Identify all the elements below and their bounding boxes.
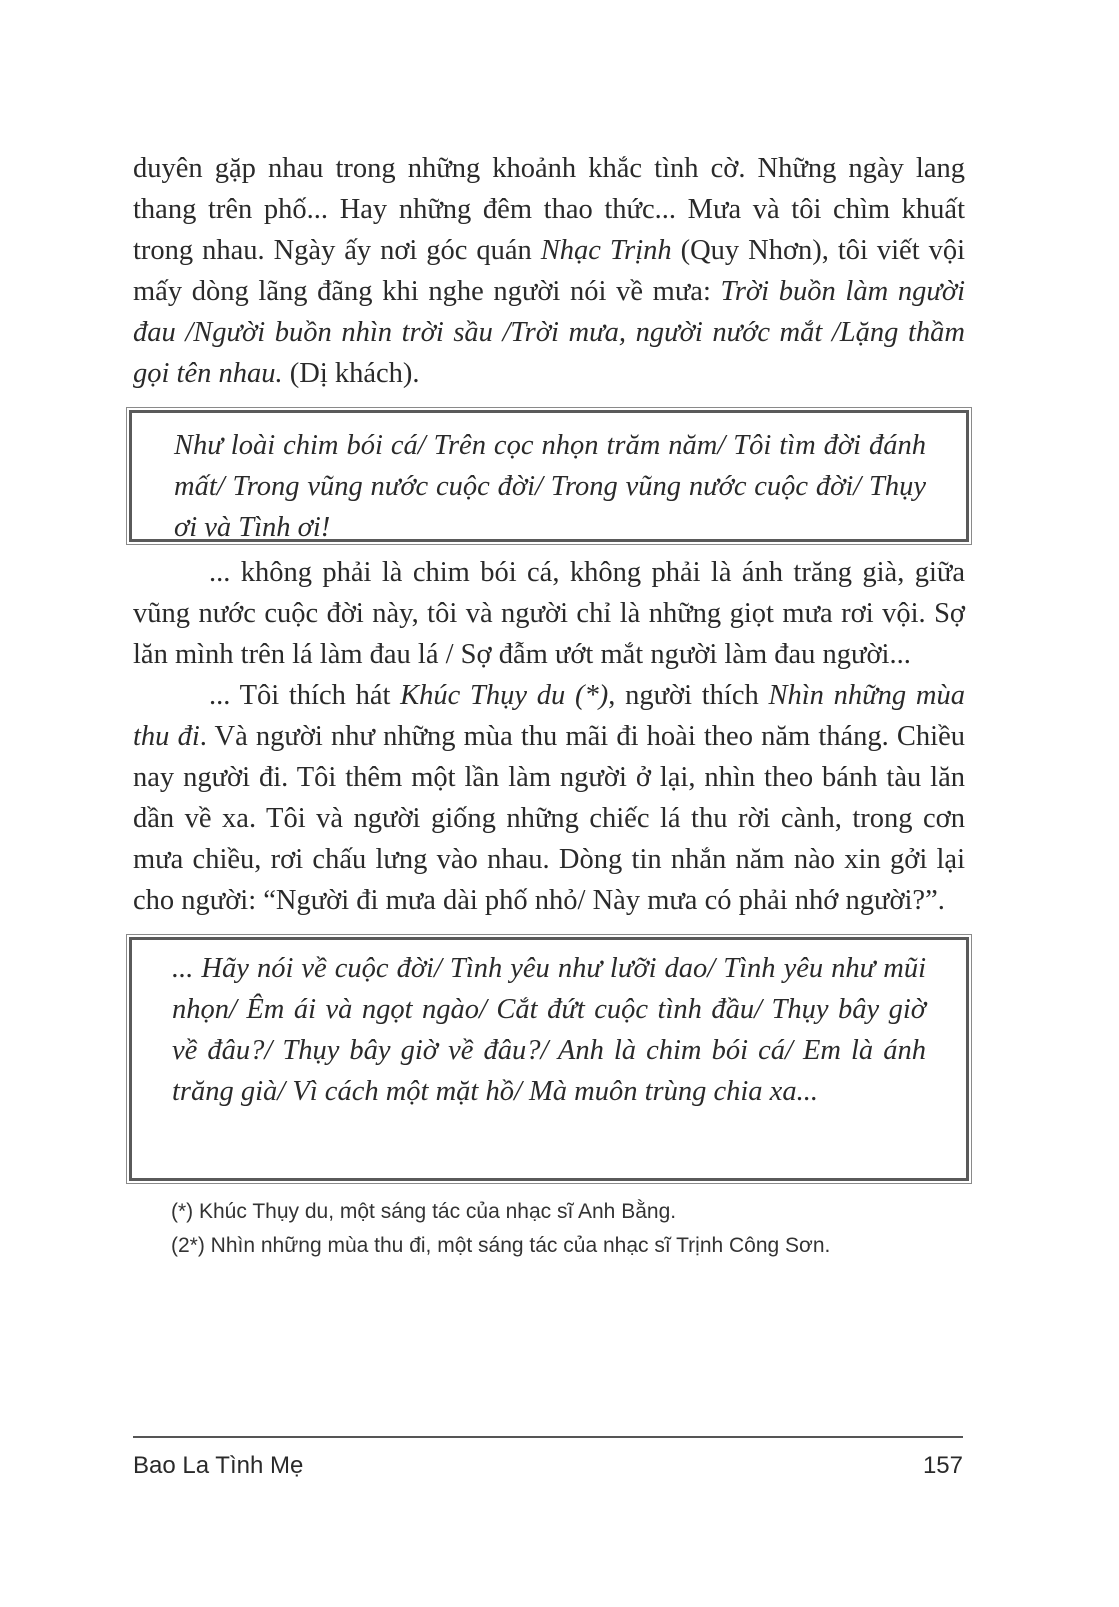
poem-excerpt: Trời buồn làm người đau /Người buồn nhìn trời sầu /Trời mưa, người nước mắt /Lặng thầm gọi tên nhau. xyxy=(133,276,965,389)
lyric-box-1 xyxy=(129,410,969,542)
place-name: Nhạc Trịnh xyxy=(540,235,672,266)
song-title-1: Khúc Thụy du (*) xyxy=(400,680,609,711)
page-footer xyxy=(133,1452,963,1480)
footer-divider xyxy=(133,1436,963,1438)
song-title-2: Nhìn những mùa thu đi xyxy=(133,680,965,752)
book-title: Bao La Tình Mẹ xyxy=(133,1452,304,1479)
footnote-2: (2*) Nhìn những mùa thu đi, một sáng tác của nhạc sĩ Trịnh Công Sơn. xyxy=(171,1234,831,1257)
paragraph-1-text: duyên gặp nhau trong những khoảnh khắc tình cờ. Những ngày lang thang trên phố... Hay những đêm thao thức... Mưa và tôi chìm khuất trong nhau. Ngày ấy nơi góc quán xyxy=(133,153,965,266)
paragraph-3-text-2: , người thích xyxy=(608,680,769,711)
footnote-1: (*) Khúc Thụy du, một sáng tác của nhạc sĩ Anh Bằng. xyxy=(171,1200,677,1223)
lyric-quote-2: ... Hãy nói về cuộc đời/ Tình yêu như lưỡi dao/ Tình yêu như mũi nhọn/ Êm ái và ngọt ngào/ Cắt đứt cuộc tình đầu/ Thụy bây giờ về đâu?/ Thụy bây giờ về đâu?/ Anh là chim bói cá/ Em là ánh trăng già/ Vì cách một mặt hồ/ Mà muôn trùng chia xa... xyxy=(172,953,926,1107)
page-number: 157 xyxy=(922,1452,963,1479)
paragraph-1-text-2: (Quy Nhơn), tôi viết vội mấy dòng lãng đãng khi nghe người nói về mưa: xyxy=(133,235,965,307)
paragraph-1 xyxy=(133,148,965,394)
lyric-box-2 xyxy=(129,937,969,1181)
lyric-quote-1: Như loài chim bói cá/ Trên cọc nhọn trăm năm/ Tôi tìm đời đánh mất/ Trong vũng nước cuộc đời/ Trong vũng nước cuộc đời/ Thụy ơi và Tình ơi! xyxy=(174,430,926,543)
paragraph-2: ... không phải là chim bói cá, không phải là ánh trăng già, giữa vũng nước cuộc đời này, tôi và người chỉ là những giọt mưa rơi vội. Sợ lăn mình trên lá làm đau lá / Sợ đẫm ướt mắt người làm đau người... xyxy=(133,557,965,670)
paragraph-3-text-3: . Và người như những mùa thu mãi đi hoài theo năm tháng. Chiều nay người đi. Tôi thêm một lần làm người ở lại, nhìn theo bánh tàu lăn dần về xa. Tôi và người giống những chiếc lá thu rời cành, trong cơn mưa chiều, rơi chấu lưng vào nhau. Dòng tin nhắn năm nào xin gởi lại cho người: “Người đi mưa dài phố nhỏ/ Này mưa có phải nhớ người?”. xyxy=(133,721,965,916)
page-body xyxy=(133,148,965,1263)
paragraph-3-text: ... Tôi thích hát xyxy=(209,680,401,711)
paragraph-3 xyxy=(133,675,965,921)
paragraph-1-text-3: (Dị khách). xyxy=(282,358,420,389)
footnotes xyxy=(133,1195,965,1263)
